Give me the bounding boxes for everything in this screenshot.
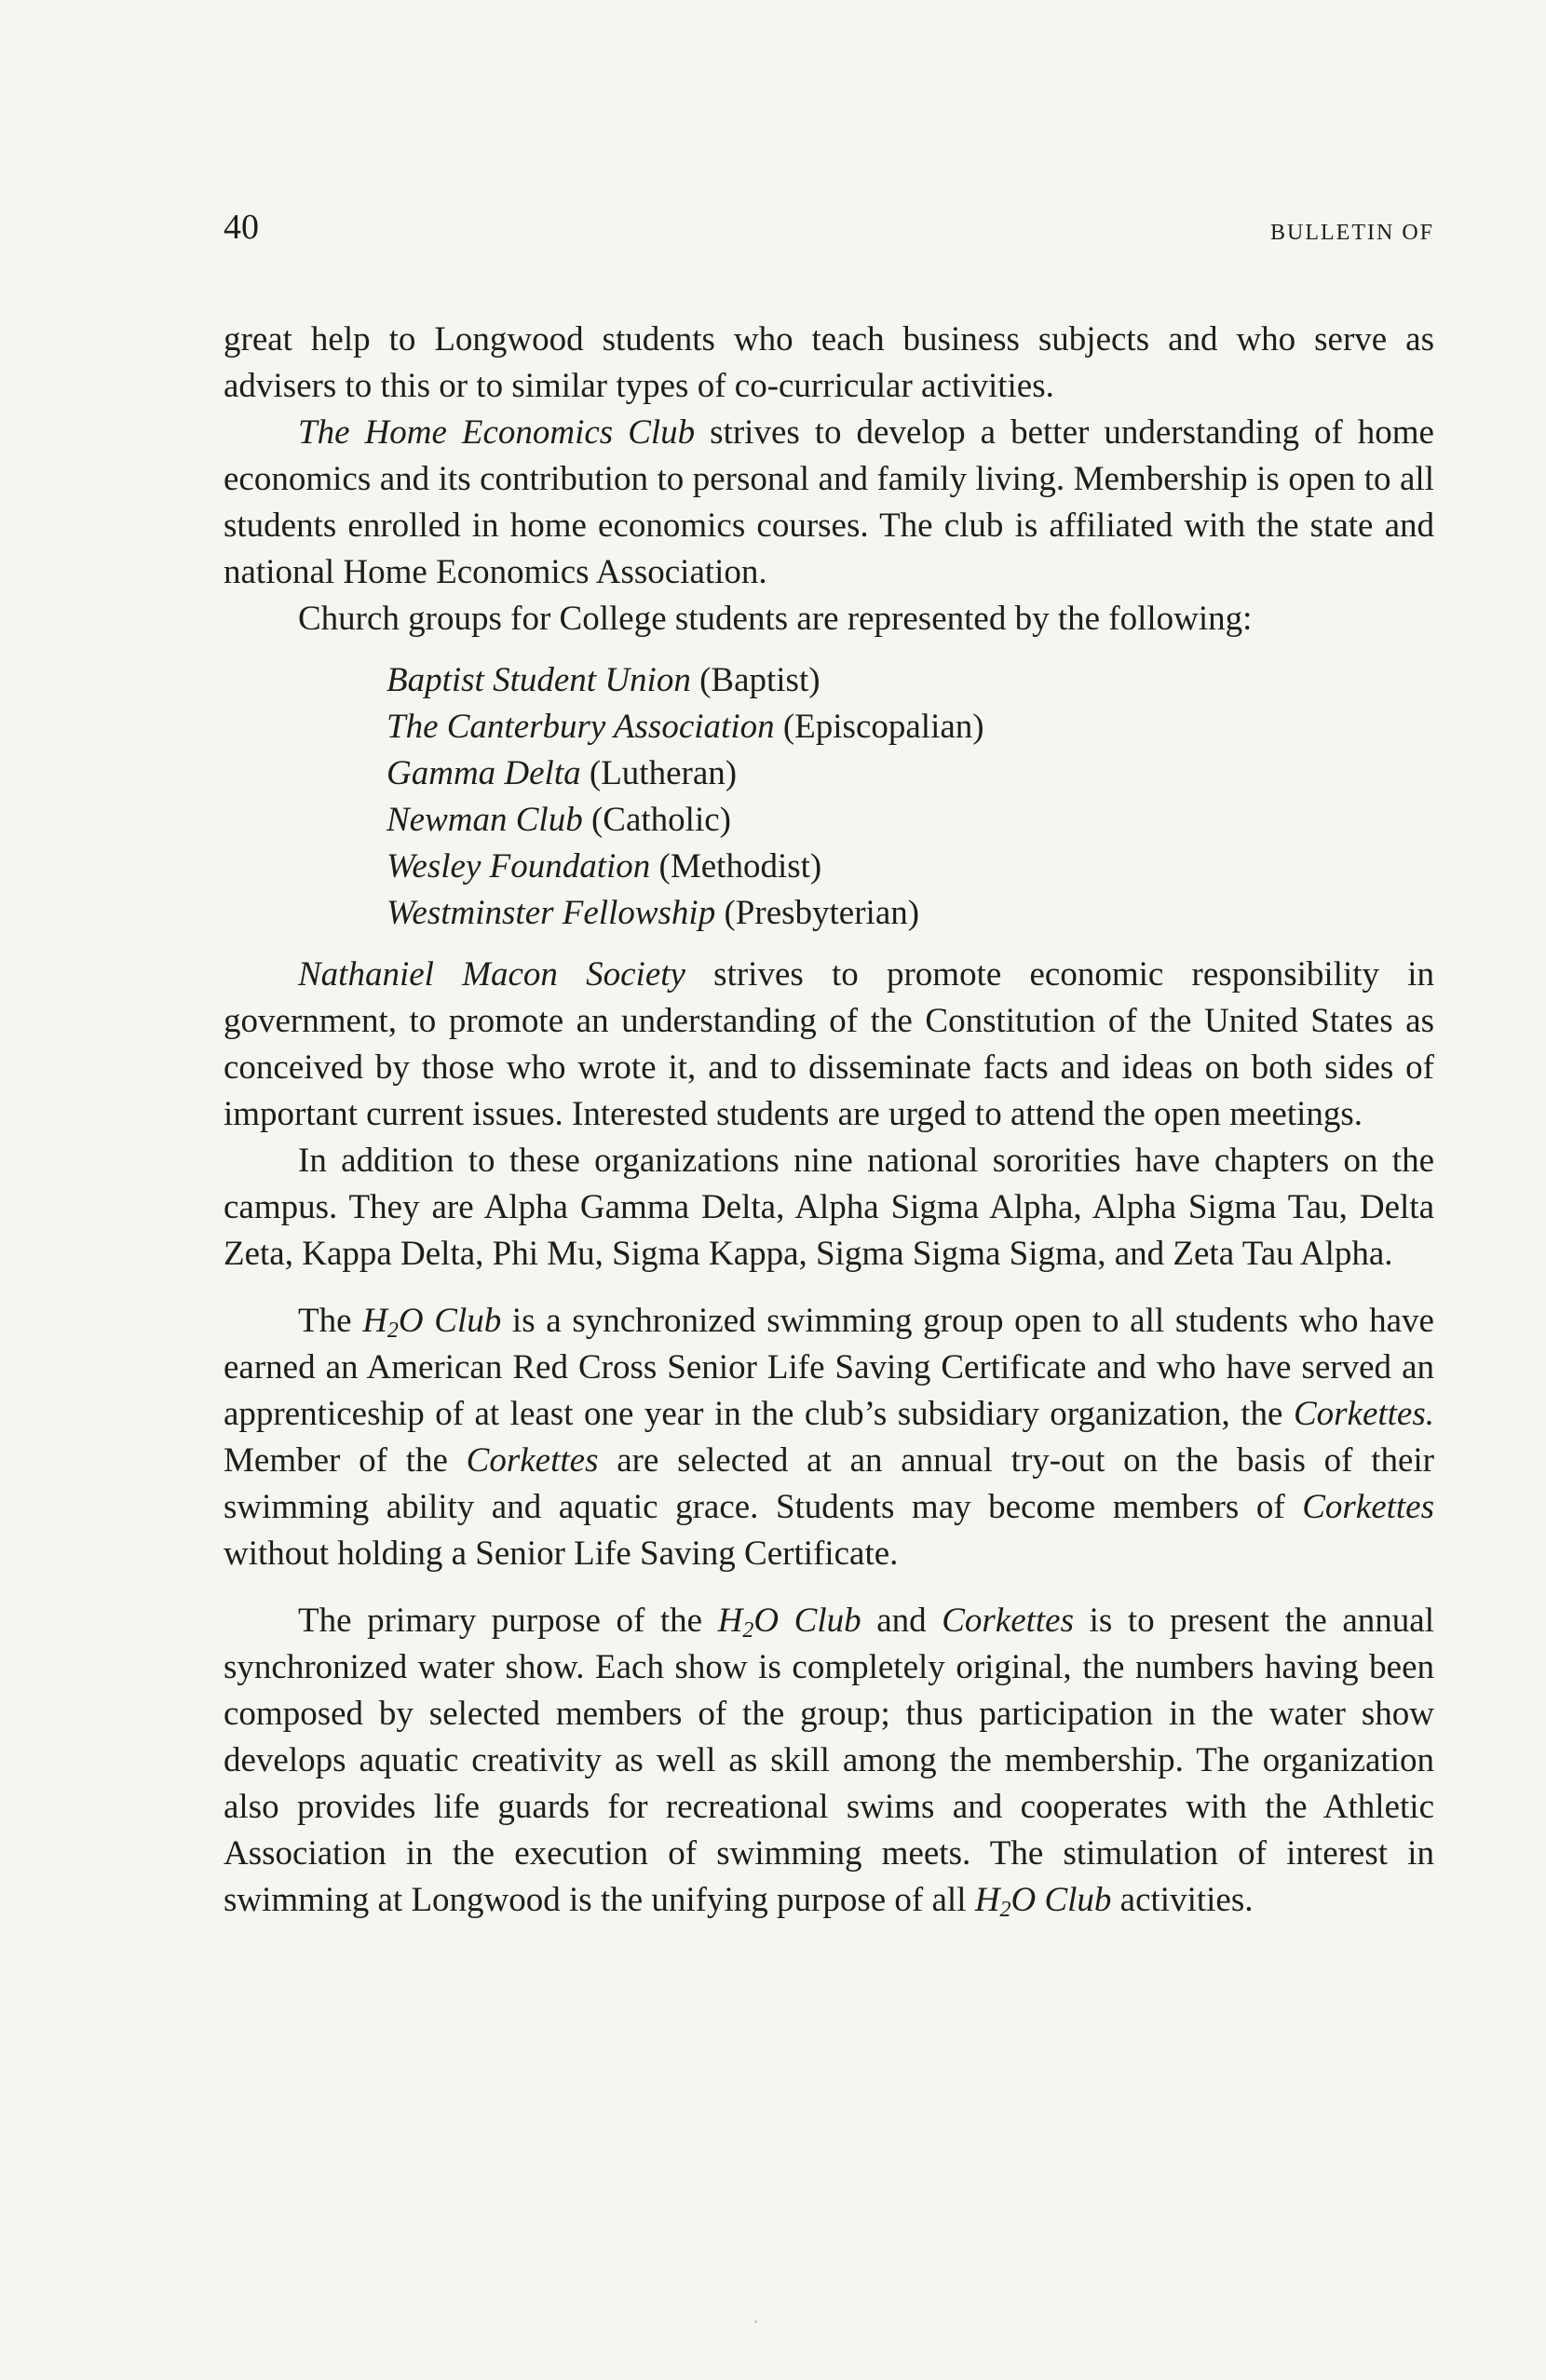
print-speck	[754, 2320, 757, 2323]
list-item: Baptist Student Union (Baptist)	[386, 661, 820, 699]
paragraph-water-show: The primary purpose of the $H_2O$ Club and Corkettes is to present the annual synchronized water show. Each show is completely original, the numbers having been composed by selected members of the group; thus participation in the water show develops aquatic creativity as well as skill among the membership. The organization also provides life guards for recreational swims and cooperates with the Athletic Association in the execution of swimming meets. The stimulation of interest in swimming at Longwood is the unifying purpose of all $H_2O$ Club activities.	[224, 1602, 1434, 1922]
home-economics-club-name: The Home Economics Club	[298, 413, 696, 452]
paragraph-nathaniel-macon-society: Nathaniel Macon Society strives to promote economic responsibility in government, to promote an understanding of the Constitution of the United States as conceived by those who wrote it, and to disseminate facts and ideas on both sides of important current issues. Interested students are urged to attend the open meetings.	[224, 955, 1434, 1133]
page-header	[224, 210, 1434, 275]
h2o-club-name: $H_2O$ Club	[717, 1602, 861, 1643]
list-item: The Canterbury Association (Episcopalian)	[386, 708, 984, 746]
nathaniel-macon-society-name: Nathaniel Macon Society	[298, 955, 685, 994]
paragraph-home-economics-club: The Home Economics Club strives to develop a better understanding of home economics and its contribution to personal and family living. Membership is open to all students enrolled in home economics courses. The club is affiliated with the state and national Home Economics Association.	[224, 413, 1434, 591]
running-head: BULLETIN OF	[1270, 221, 1434, 245]
paragraph-business-club-end: great help to Longwood students who teach business subjects and who serve as advisers to this or to similar types of co-curricular activities.	[224, 320, 1434, 405]
body-text	[224, 317, 1434, 1924]
paragraph-sororities: In addition to these organizations nine national sororities have chapters on the campus. They are Alpha Gamma Delta, Alpha Sigma Alpha, Alpha Sigma Tau, Delta Zeta, Kappa Delta, Phi Mu, Sigma Kappa, Sigma Sigma Sigma, and Zeta Tau Alpha.	[224, 1142, 1434, 1273]
list-item: Westminster Fellowship (Presbyterian)	[386, 894, 920, 932]
page-number: 40	[224, 208, 259, 247]
h2o-club-name: $H_2O$ Club	[362, 1302, 502, 1343]
paragraph-church-groups: Church groups for College students are represented by the following:	[298, 600, 1253, 638]
church-groups-list	[386, 657, 1434, 937]
list-item: Gamma Delta (Lutheran)	[386, 754, 738, 792]
list-item: Wesley Foundation (Methodist)	[386, 847, 822, 886]
list-item: Newman Club (Catholic)	[386, 801, 731, 839]
paragraph-h2o-club: The $H_2O$ Club is a synchronized swimming group open to all students who have earned an American Red Cross Senior Life Saving Certificate and who have served an apprenticeship of at least one year in the club’s subsidiary organization, the Corkettes. Member of the Corkettes are selected at an annual try-out on the basis of their swimming ability and aquatic grace. Students may become members of Corkettes without holding a Senior Life Saving Certificate.	[224, 1302, 1434, 1573]
page	[224, 210, 1434, 1924]
